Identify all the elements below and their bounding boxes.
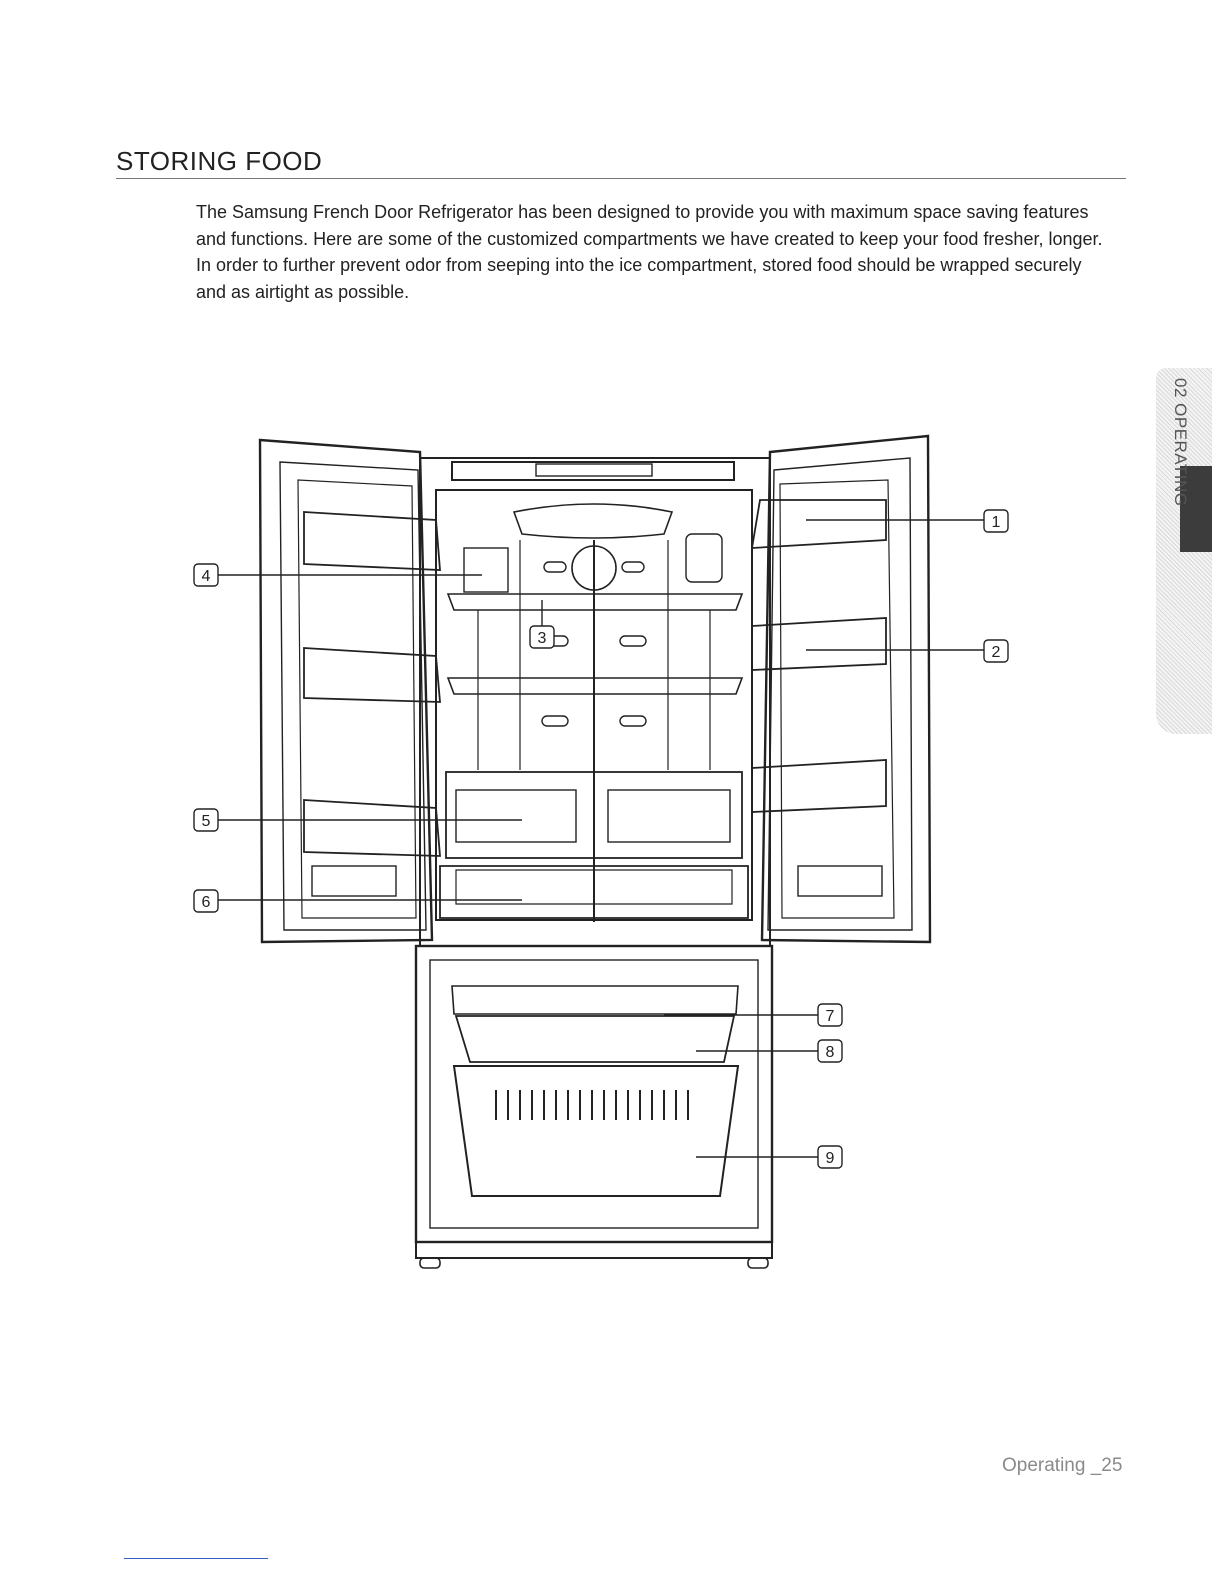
right-door-bin-1 xyxy=(752,500,886,548)
callout-4: 4 xyxy=(201,568,211,585)
freezer-cabinet xyxy=(416,946,772,1242)
page-title: STORING FOOD xyxy=(116,146,323,176)
page-footer: Operating _25 xyxy=(1002,1455,1123,1476)
control-panel xyxy=(452,462,734,480)
intro-paragraph: The Samsung French Door Refrigerator has been designed to provide you with maximum space saving features and functions. Here are some of the customized compartments we have created to keep your food fresher, longer. In order to further prevent odor from seeping into the ice compartment, stored food should be wrapped securely and as airtight as possible. xyxy=(196,202,1103,302)
fridge-base xyxy=(416,1242,772,1258)
bottom-rule xyxy=(124,1558,268,1559)
callout-1: 1 xyxy=(991,514,1001,531)
callout-9: 9 xyxy=(825,1150,835,1167)
callout-3: 3 xyxy=(537,630,547,647)
side-tab-label: 02 OPERATING xyxy=(1171,378,1190,507)
freezer-tray-top xyxy=(452,986,738,1014)
crisper-right xyxy=(608,790,730,842)
crisper-left xyxy=(456,790,576,842)
callout-7: 7 xyxy=(825,1008,835,1025)
callout-8: 8 xyxy=(825,1044,835,1061)
callout-2: 2 xyxy=(991,644,1001,661)
right-door-bin-3 xyxy=(752,760,886,812)
freezer-basket xyxy=(454,1066,738,1196)
callout-6: 6 xyxy=(201,894,211,911)
freezer-interior xyxy=(430,960,758,1228)
callout-5: 5 xyxy=(201,813,211,830)
freezer-drawer xyxy=(456,1016,734,1062)
